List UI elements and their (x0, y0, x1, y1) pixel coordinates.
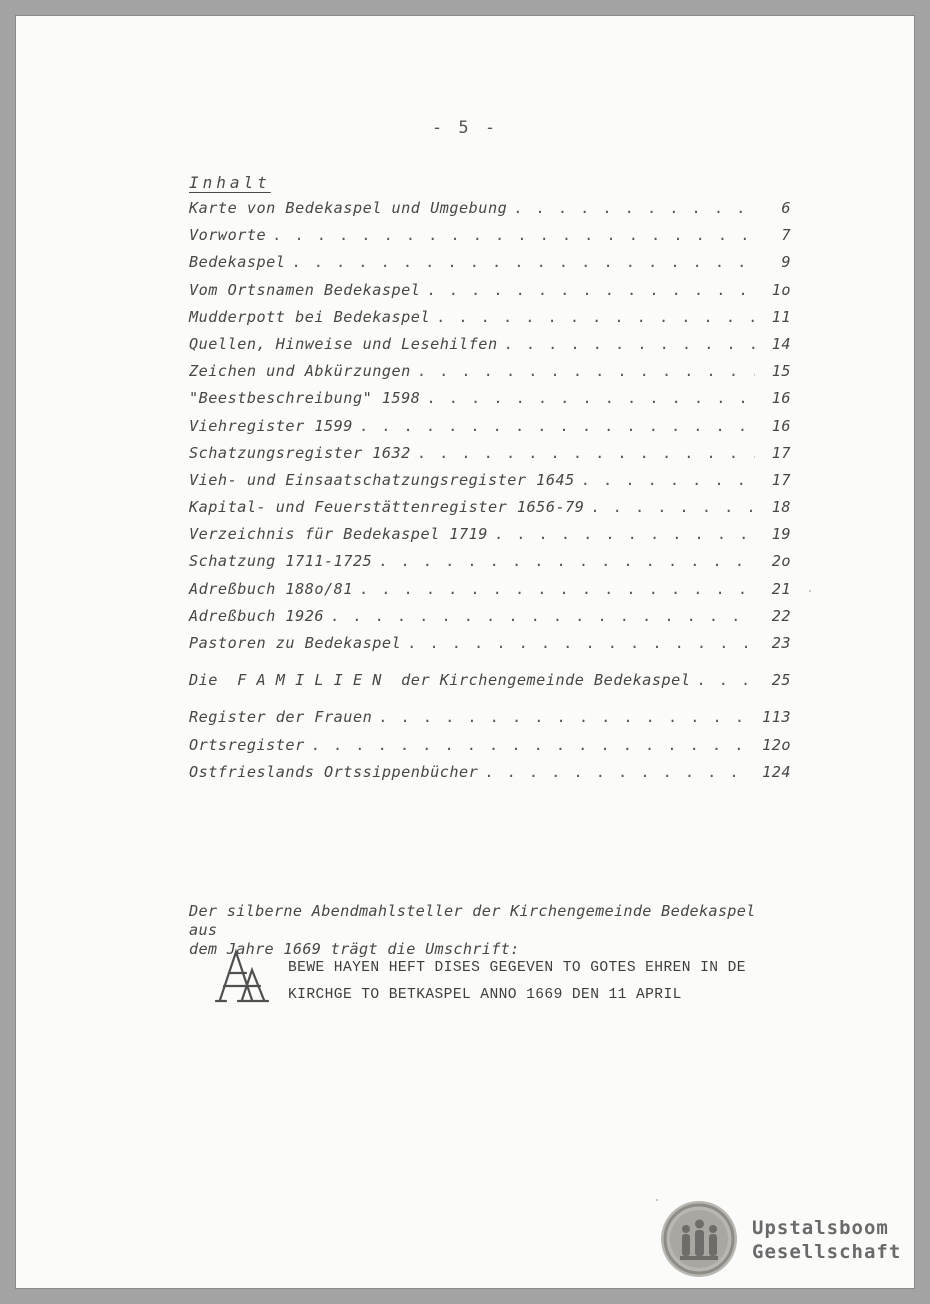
toc-item-page: 22 (771, 606, 791, 625)
scan-speck (656, 1199, 658, 1201)
toc-item-title: Karte von Bedekaspel und Umgebung (189, 199, 508, 217)
plate-note-line-1: Der silberne Abendmahlsteller der Kirchengemeinde Bedekaspel aus (189, 902, 756, 939)
page-number: - 5 - (431, 118, 499, 138)
toc-item-page: 2o (771, 552, 791, 571)
toc-item (189, 253, 791, 280)
toc-dot-leader (590, 498, 755, 516)
table-of-contents (189, 199, 791, 790)
toc-item-page: 23 (771, 634, 791, 652)
toc-item-page: 17 (771, 443, 791, 462)
toc-item-title: Adreßbuch 188o/81 (189, 579, 353, 598)
toc-heading: Inhalt (189, 173, 271, 192)
toc-item (189, 525, 791, 552)
toc-dot-leader (291, 253, 755, 271)
toc-dot-leader (378, 552, 755, 570)
toc-item-title: Vieh- und Einsaatschatzungsregister 1645 (189, 470, 575, 489)
toc-dot-leader (378, 708, 755, 726)
toc-item-title: Zeichen und Abkürzungen (189, 362, 411, 381)
toc-item-page: 17 (771, 470, 791, 489)
toc-item-title: Ortsregister (189, 735, 305, 754)
toc-item-title: Register der Frauen (189, 708, 373, 727)
toc-dot-leader (696, 671, 755, 689)
toc-item-title: Vorworte (189, 226, 267, 245)
toc-dot-leader (426, 389, 755, 407)
toc-item (189, 580, 791, 607)
toc-item (189, 417, 791, 444)
toc-dot-leader (484, 763, 755, 781)
toc-item-title: Kapital- und Feuerstättenregister 1656-79 (189, 498, 585, 517)
toc-dot-leader (359, 580, 755, 598)
toc-item-page: 7 (781, 226, 791, 245)
toc-dot-leader (436, 308, 755, 326)
toc-item-page: 11 (771, 307, 791, 326)
toc-dot-leader (311, 736, 755, 754)
scan-speck (809, 590, 811, 592)
toc-item-page: 18 (771, 498, 791, 517)
toc-item-page: 25 (771, 671, 791, 690)
inscription-line-2: KIRCHGE TO BETKASPEL ANNO 1669 DEN 11 APRIL (288, 987, 682, 1003)
toc-dot-leader (417, 444, 755, 462)
toc-item (189, 281, 791, 308)
toc-dot-leader (359, 417, 755, 435)
toc-item (189, 607, 791, 634)
toc-item-title: Mudderpott bei Bedekaspel (189, 307, 431, 326)
toc-item (189, 552, 791, 579)
toc-item-page: 6 (781, 199, 791, 217)
society-logo (752, 1216, 901, 1264)
toc-item-title: Bedekaspel (189, 253, 286, 272)
toc-item (189, 471, 791, 498)
toc-item (189, 736, 791, 763)
logo-line-1: Upstalsboom (752, 1217, 889, 1239)
toc-dot-leader (426, 281, 755, 299)
toc-dot-leader (494, 525, 755, 543)
toc-item-title: Schatzungsregister 1632 (189, 443, 411, 462)
toc-item-title: "Beestbeschreibung" 1598 (189, 389, 421, 408)
toc-item-title: Verzeichnis für Bedekaspel 1719 (189, 525, 488, 544)
plate-note-line-2: dem Jahre 1669 trägt die Umschrift: (189, 940, 520, 958)
toc-dot-leader (504, 335, 755, 353)
toc-item (189, 763, 791, 790)
toc-item-page: 21 (771, 579, 791, 598)
toc-dot-leader (417, 362, 755, 380)
toc-item (189, 389, 791, 416)
toc-item-page: 16 (771, 416, 791, 435)
monogram-icon (212, 946, 272, 1006)
toc-dot-leader (581, 471, 755, 489)
toc-item (189, 335, 791, 362)
toc-item-title: Viehregister 1599 (189, 416, 353, 435)
toc-item (189, 498, 791, 525)
toc-item-title: Pastoren zu Bedekaspel (189, 634, 402, 652)
toc-item (189, 199, 791, 226)
toc-item-title: Schatzung 1711-1725 (189, 552, 373, 571)
toc-item-page: 124 (762, 762, 791, 781)
toc-item-title: Ostfrieslands Ortssippenbücher (189, 762, 479, 781)
toc-dot-leader (330, 607, 755, 625)
toc-dot-leader (513, 199, 755, 217)
toc-item (189, 444, 791, 471)
toc-item-page: 15 (771, 362, 791, 381)
toc-item-page: 16 (771, 389, 791, 408)
toc-item-page: 12o (762, 735, 791, 754)
toc-item-title: Die F A M I L I E N der Kirchengemeinde Bedekaspel (189, 671, 691, 690)
toc-item-page: 1o (771, 280, 791, 299)
toc-item-page: 14 (771, 334, 791, 353)
toc-dot-leader (407, 634, 755, 652)
toc-item (189, 671, 791, 698)
logo-line-2: Gesellschaft (752, 1241, 902, 1263)
toc-item (189, 362, 791, 389)
toc-dot-leader (272, 226, 755, 244)
inscription-line-1: BEWE HAYEN HEFT DISES GEGEVEN TO GOTES EHREN IN DE (288, 960, 746, 976)
toc-item-page: 9 (781, 253, 791, 272)
inscription (288, 955, 768, 1009)
toc-item-title: Vom Ortsnamen Bedekaspel (189, 280, 421, 299)
plate-note (189, 902, 779, 959)
toc-item (189, 226, 791, 253)
toc-item-page: 113 (762, 708, 791, 727)
seal-icon (660, 1200, 738, 1278)
toc-item (189, 634, 791, 661)
toc-item-page: 19 (771, 525, 791, 544)
toc-item (189, 308, 791, 335)
toc-item-title: Quellen, Hinweise und Lesehilfen (189, 334, 498, 353)
toc-item (189, 708, 791, 735)
toc-item-title: Adreßbuch 1926 (189, 606, 325, 625)
